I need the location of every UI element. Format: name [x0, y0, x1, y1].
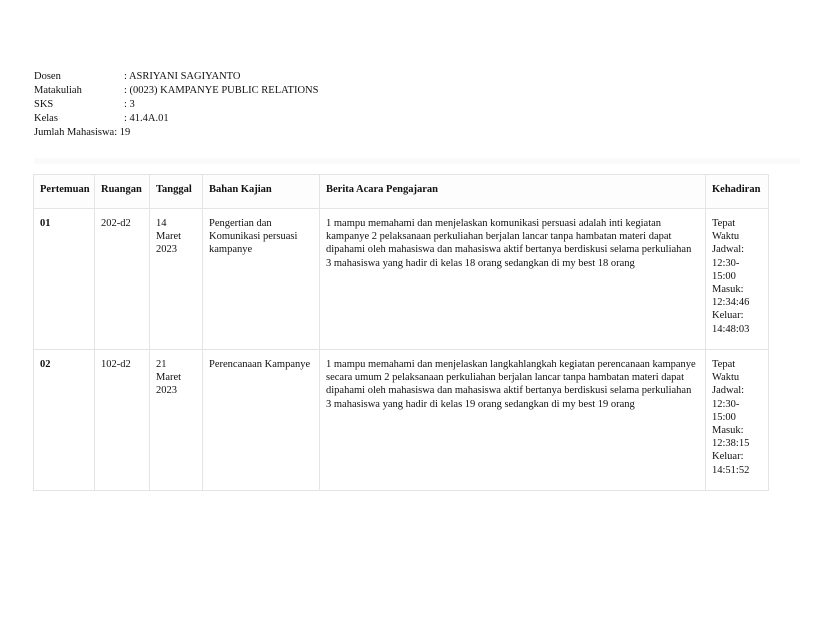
kehadiran-line: 15:00: [712, 270, 736, 282]
kelas-label: Kelas: [34, 113, 58, 124]
tanggal-day: 14: [156, 218, 167, 229]
kehadiran-line: Masuk:: [712, 284, 744, 296]
dosen-label: Dosen: [34, 71, 61, 82]
berita-acara-cell: 1 mampu memahami dan menjelaskan langkahlangkah kegiatan perencanaan kampanye secara umum 2 pelaksanaan perkuliahan berjalan lancar tanpa hambatan materi dapat dipahami oleh mahasiswa dan mahasiswa aktif bertanya berdiskusi selama perkuliahan 3 mahasiswa yang hadir di kelas 19 orang sedangkan di my best 19 orang: [320, 350, 706, 491]
kehadiran-line: 12:30-: [712, 257, 740, 269]
kehadiran-line: 15:00: [712, 411, 736, 423]
kehadiran-line: 12:34:46: [712, 297, 750, 309]
kehadiran-line: Tepat: [712, 359, 736, 370]
kehadiran-cell: [706, 350, 769, 491]
tanggal-month: Maret: [156, 372, 182, 384]
tanggal-year: 2023: [156, 385, 177, 397]
col-header-tanggal: Tanggal: [150, 175, 203, 209]
bahan-kajian-cell: Perencanaan Kampanye: [203, 350, 320, 491]
kehadiran-line: Keluar:: [712, 451, 744, 463]
tanggal-day: 21: [156, 359, 167, 370]
tanggal-cell: [150, 350, 203, 491]
jumlah-value: : 19: [114, 127, 131, 138]
kehadiran-line: 12:30-: [712, 398, 740, 410]
kehadiran-line: 14:51:52: [712, 464, 750, 476]
col-header-pertemuan: Pertemuan: [34, 175, 95, 209]
table-header-row: [34, 175, 769, 209]
col-header-kehadiran: Kehadiran: [706, 175, 769, 209]
table-row: [34, 350, 769, 491]
tanggal-cell: [150, 209, 203, 350]
sks-label: SKS: [34, 99, 54, 110]
tanggal-month: Maret: [156, 231, 182, 243]
kehadiran-line: 14:48:03: [712, 323, 750, 335]
kehadiran-line: Waktu: [712, 231, 740, 243]
kehadiran-line: 12:38:15: [712, 438, 750, 450]
ruangan-cell: 202-d2: [95, 209, 150, 350]
matakuliah-value: : (0023) KAMPANYE PUBLIC RELATIONS: [124, 85, 319, 96]
kehadiran-line: Jadwal:: [712, 244, 745, 256]
dosen-value: : ASRIYANI SAGIYANTO: [124, 71, 241, 82]
section-divider: [34, 158, 800, 164]
kehadiran-line: Jadwal:: [712, 385, 745, 397]
teaching-log-table: [33, 174, 769, 491]
kehadiran-line: Masuk:: [712, 425, 744, 437]
pertemuan-cell: 01: [34, 209, 95, 350]
dosen-row: [34, 70, 318, 84]
col-header-bahan-kajian: Bahan Kajian: [203, 175, 320, 209]
kelas-value: : 41.4A.01: [124, 113, 169, 124]
kehadiran-line: Waktu: [712, 372, 740, 384]
table-row: [34, 209, 769, 350]
bahan-kajian-cell: Pengertian dan Komunikasi persuasi kampanye: [203, 209, 320, 350]
jumlah-label: Jumlah Mahasiswa: [34, 127, 115, 138]
kehadiran-line: Keluar:: [712, 310, 744, 322]
ruangan-cell: 102-d2: [95, 350, 150, 491]
pertemuan-cell: 02: [34, 350, 95, 491]
sks-value: : 3: [124, 99, 135, 110]
kehadiran-line: Tepat: [712, 218, 736, 229]
jumlah-row: [34, 126, 318, 140]
col-header-berita-acara: Berita Acara Pengajaran: [320, 175, 706, 209]
kelas-row: [34, 112, 318, 126]
matakuliah-row: [34, 84, 318, 98]
sks-row: [34, 98, 318, 112]
berita-acara-cell: 1 mampu memahami dan menjelaskan komunikasi persuasi adalah inti kegiatan kampanye 2 pelaksanaan perkuliahan berjalan lancar tanpa hambatan materi dapat dipahami oleh mahasiswa dan mahasiswa aktif bertanya berdiskusi selama perkuliahan 3 mahasiswa yang hadir di kelas 18 orang sedangkan di my best 18 orang: [320, 209, 706, 350]
col-header-ruangan: Ruangan: [95, 175, 150, 209]
matakuliah-label: Matakuliah: [34, 85, 82, 96]
course-info: [34, 70, 318, 140]
tanggal-year: 2023: [156, 244, 177, 256]
kehadiran-cell: [706, 209, 769, 350]
